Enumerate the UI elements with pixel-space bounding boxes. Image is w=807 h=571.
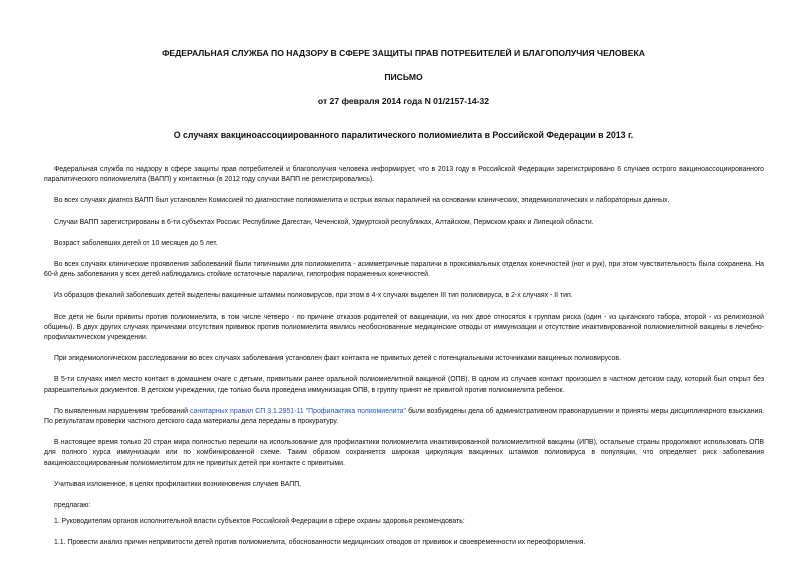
agency-heading: ФЕДЕРАЛЬНАЯ СЛУЖБА ПО НАДЗОРУ В СФЕРЕ ЗАЩИТЫ ПРАВ ПОТРЕБИТЕЛЕЙ И БЛАГОПОЛУЧИЯ ЧЕЛОВЕКА (162, 48, 645, 58)
paragraph-4: Возраст заболевших детей от 10 месяцев до 5 лет. (54, 239, 218, 247)
paragraph-6: Из образцов фекалий заболевших детей выделены вакцинные штаммы полиовирусов, при этом в 4-х случаях выделен III тип полиовируса, в 2-х случаях - II тип. (54, 292, 573, 300)
paragraph-2: Во всех случаях диагноз ВАПП был установлен Комиссией по диагностике полиомиелита и острых вялых параличей на основании клинических, эпидемиологических и лабораторных данных. (54, 197, 670, 205)
paragraph-8: При эпидемиологическом расследовании во всех случаях заболевания установлен факт контакта не привитых детей с потенциальными источниками вакцинных полиовирусов. (54, 355, 621, 363)
paragraph-10 (43, 407, 764, 427)
document-type: ПИСЬМО (384, 72, 423, 82)
paragraph-5: Во всех случаях клинические проявления заболеваний были типичными для полиомиелита - асимметричные параличи в проксимальных отделах конечностей (ног и рук), при этом чувствительность была сохранена. На 60-й день заболевания у всех детей наблюдались стойкие остаточные параличи, гипотрофия пораженных конечностей. (44, 261, 764, 279)
document-title: О случаях вакциноассоциированного паралитического полиомиелита в Российской Федерации в 2013 г. (173, 130, 634, 140)
paragraph-13: предлагаю: (54, 502, 91, 510)
paragraph-1: Федеральная служба по надзору в сфере защиты прав потребителей и благополучия человека информирует, что в 2013 году в Российской Федерации зарегистрировано 6 случаев острого вакциноассоциированного паралитического полиомиелита (ВАПП) у контактных (в 2012 году случаи ВАПП не регистрировались). (44, 166, 764, 184)
document-date-number: от 27 февраля 2014 года N 01/2157-14-32 (317, 96, 490, 106)
paragraph-10-before: По выявленным нарушениям требований (54, 407, 191, 415)
paragraph-10-after: были возбуждены дела об административном правонарушении и приняты меры дисциплинарного взыскания. По результатам проверки частного детского сада материалы дела переданы в прокуратуру. (44, 407, 764, 426)
paragraph-11: В настоящее время только 20 стран мира полностью перешли на использование для профилактики полиомиелита инактивированной полиомиелитной вакцины (ИПВ), остальные страны продолжают использовать ОПВ для полного курса иммунизации или по комбинированной схеме. Таким образом сохраняется широкая циркуляция вакцинных штаммов полиовируса в популяции, что определяет риск заболевания вакциноассоциированным полиомиелитом для не привитых детей при контакте с привитыми. (44, 439, 764, 467)
paragraph-15: 1.1. Провести анализ причин непривитости детей против полиомиелита, обоснованности медицинских отводов от прививок и своевременности их переоформления. (54, 539, 586, 547)
paragraph-7: Все дети не были привиты против полиомиелита, в том числе четверо - по причине отказов родителей от вакцинации, из них двое относятся к группам риска (один - из цыганского табора, второй - из религиозной общины). В двух других случаях причинами отсутствия прививок против полиомиелита явились необоснованные медицинские отводы от иммунизации и отсутствие инактивированной полиомиелитной вакцины в лечебно-профилактическом учреждении. (44, 313, 764, 342)
paragraph-12: Учитывая изложенное, в целях профилактики возникновения случаев ВАПП, (54, 480, 302, 488)
sanitary-rules-link[interactable]: санитарных правил СП 3.1.2951-11 "Профилактика полиомиелита" (190, 407, 406, 415)
paragraph-14: 1. Руководителям органов исполнительной власти субъектов Российской Федерации в сфере охраны здоровья рекомендовать: (54, 518, 465, 526)
paragraph-9: В 5-ти случаях имел место контакт в домашнем очаге с детьми, привитыми ранее оральной полиомиелитной вакциной (ОПВ). В одном из случаев контакт произошел в частном детском саду, который был открыт без разрешительных документов. В детском учреждении, где только была проведена иммунизация ОПВ, в группу принят не привитой против полиомиелита ребенок. (44, 376, 764, 394)
paragraph-3: Случаи ВАПП зарегистрированы в 6-ти субъектах России: Республике Дагестан, Чеченской, Удмуртской республиках, Алтайском, Пермском краях и Липецкой области. (54, 218, 594, 226)
